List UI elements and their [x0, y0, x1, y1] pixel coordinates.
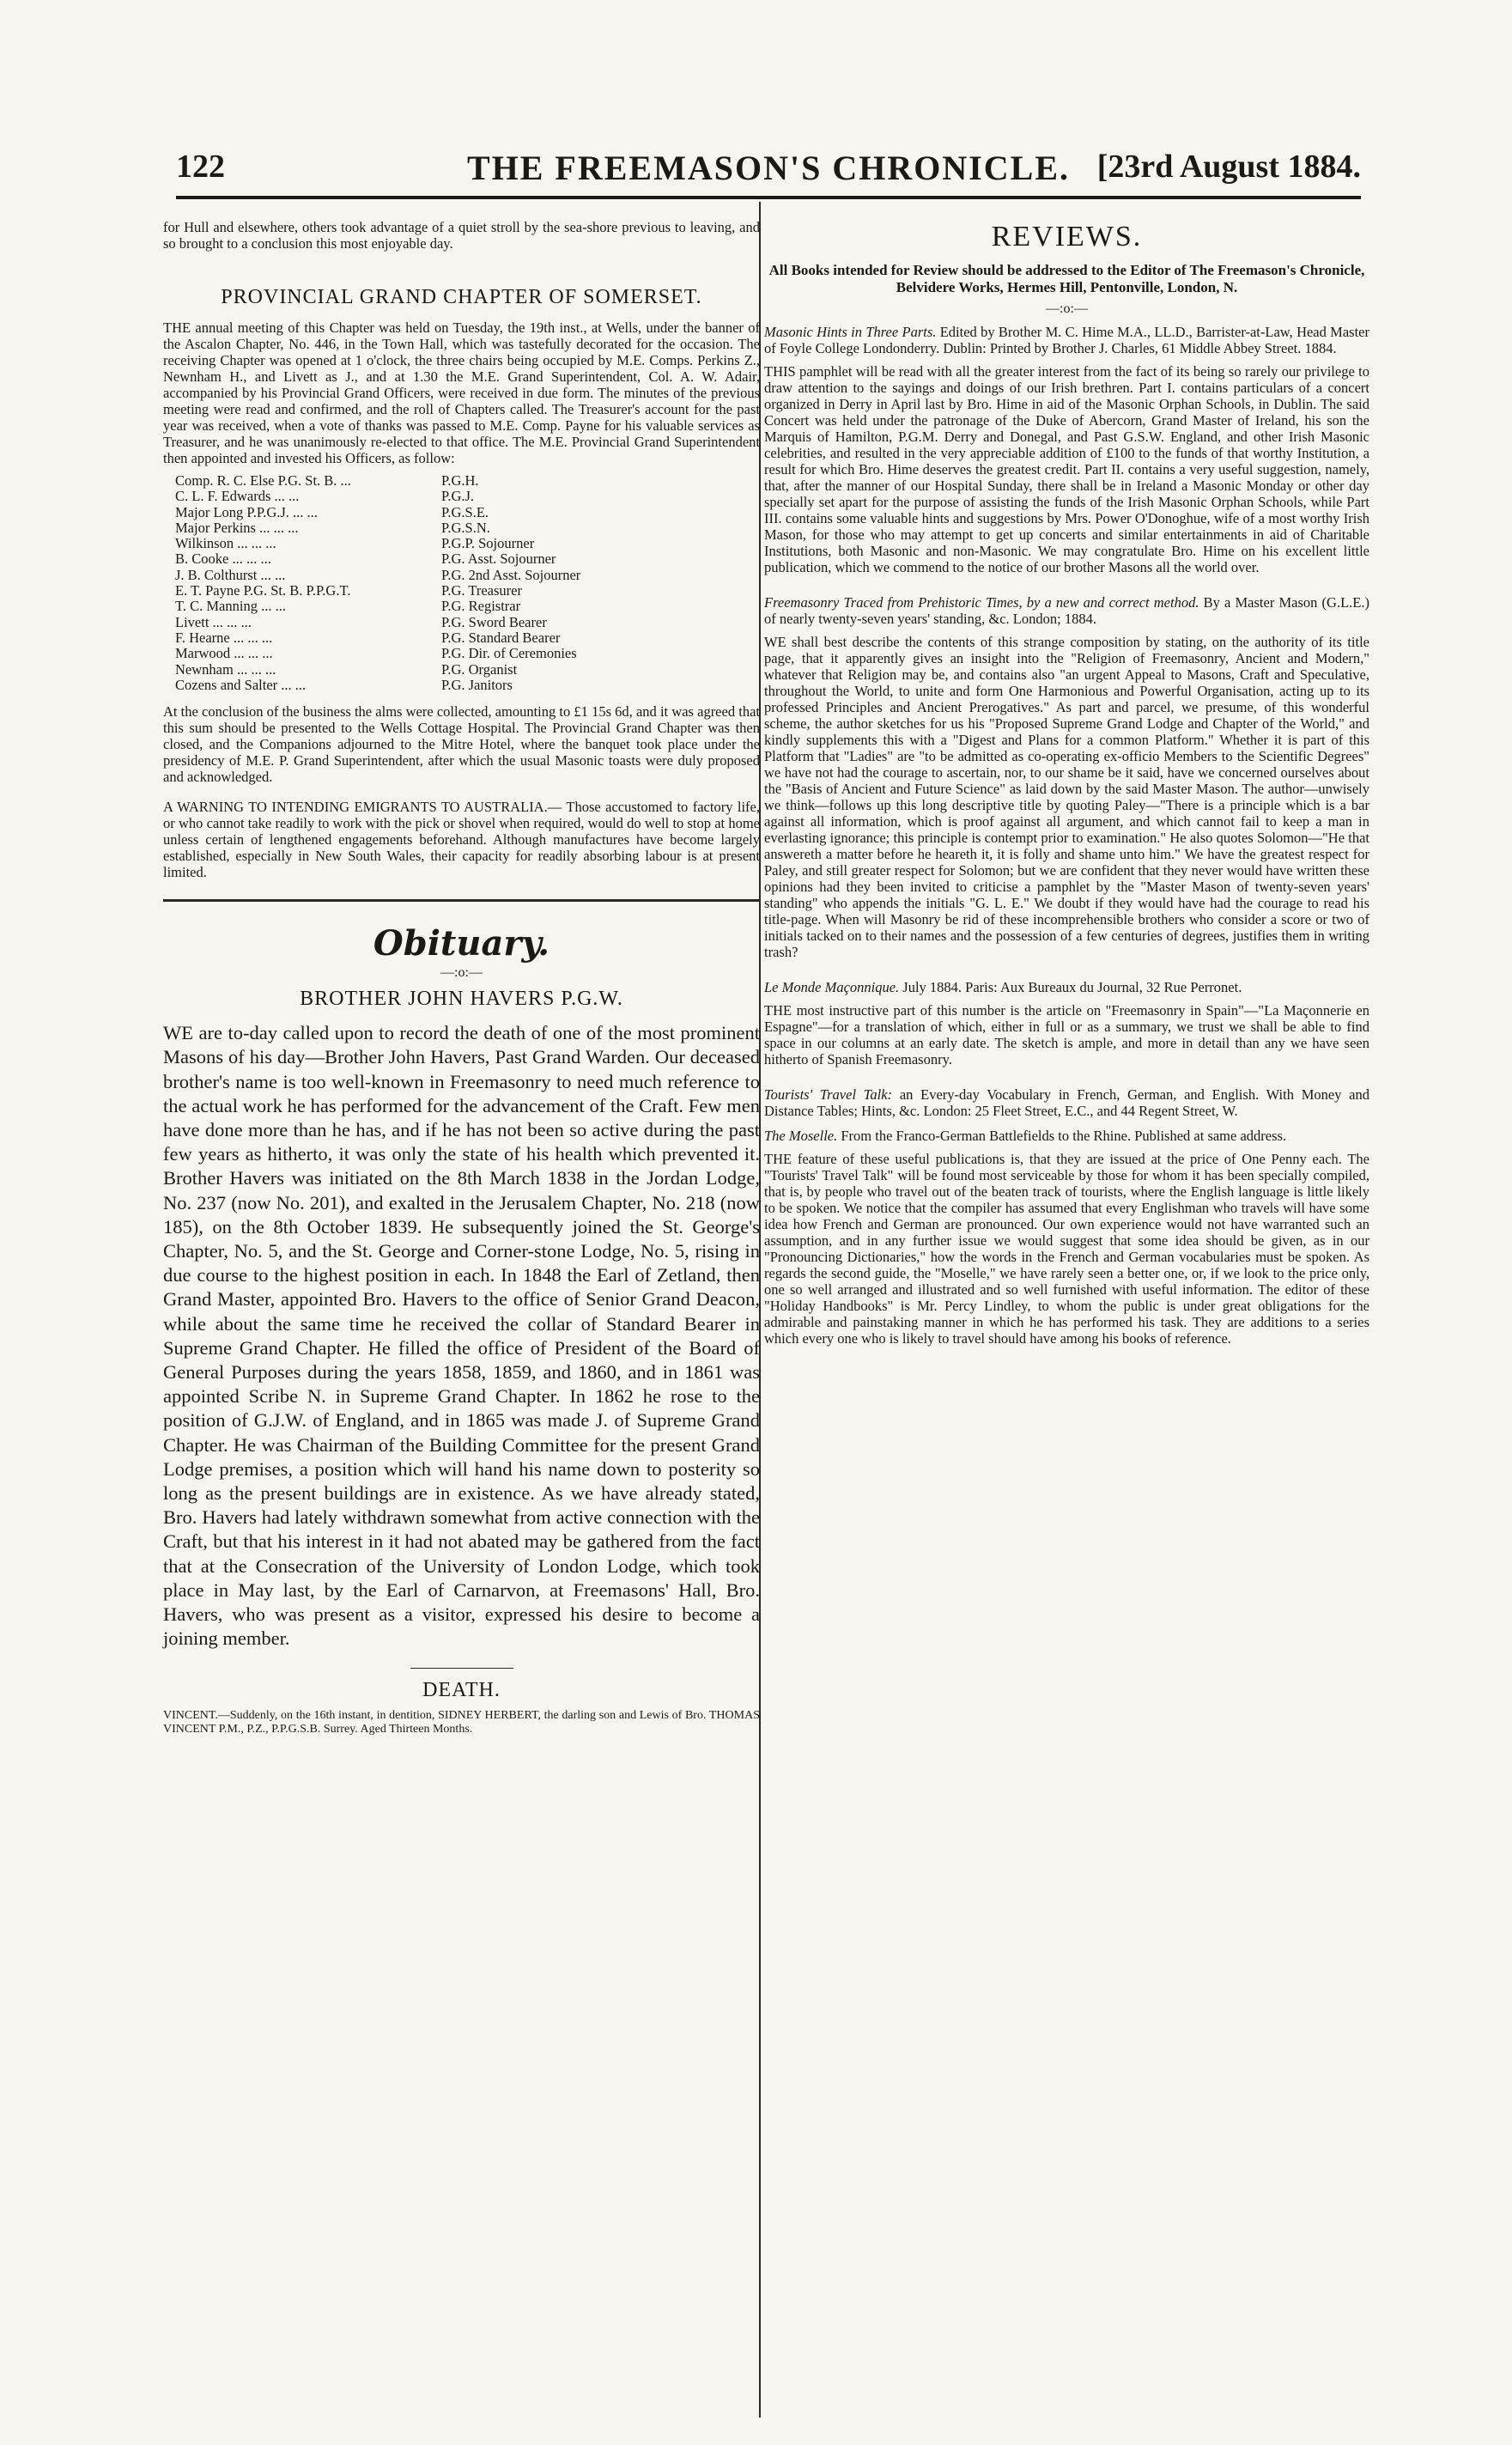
- review-item: [764, 324, 1369, 575]
- officer-row: Cozens and Salter ... ... P.G. Janitors: [175, 676, 513, 693]
- page-number: 122: [176, 149, 225, 185]
- review-details: From the Franco-German Battlefields to the Rhine. Published at same address.: [841, 1128, 1287, 1144]
- officer-row: Major Long P.P.G.J. ... ... P.G.S.E.: [175, 503, 489, 520]
- issue-date: [23rd August 1884.: [1096, 149, 1361, 185]
- review-details: July 1884. Paris: Aux Bureaux du Journal, 32 Rue Perronet.: [902, 979, 1242, 995]
- officer-row: Major Perkins ... ... ... P.G.S.N.: [175, 519, 490, 536]
- page-header: [176, 144, 1361, 199]
- officer-row: F. Hearne ... ... ... P.G. Standard Bearer: [175, 629, 561, 646]
- review-details: Edited by Brother M. C. Hime M.A., LL.D., Barrister-at-Law, Head Master of Foyle College Londonderry. Dublin: Printed by Brother J. Charles, 61 Middle Abbey Street. 1884.: [764, 324, 1369, 356]
- masthead-title: THE FREEMASON'S CHRONICLE.: [466, 149, 1071, 187]
- obituary-heading: Obituary.: [373, 923, 550, 964]
- officer-row: J. B. Colthurst ... ... P.G. 2nd Asst. Sojourner: [175, 566, 581, 583]
- officer-row: Newnham ... ... ... P.G. Organist: [175, 660, 518, 678]
- review-details: an Every-day Vocabulary in French, German, and English. With Money and Distance Tables; Hints, &c. London: 25 Fleet Street, E.C., and 44 Regent Street, W.: [764, 1086, 1369, 1119]
- officer-row: T. C. Manning ... ... P.G. Registrar: [175, 598, 521, 615]
- obituary-text: WE are to-day called upon to record the death of one of the most prominent Masons of his day—Brother John Havers, Past Grand Warden. Our deceased brother's name is too well-known in Freemasonry to need much reference to the actual work he has performed for the advancement of the Craft. Few men have done more than he has, and if he has not been so active during the past few years as hitherto, it was only the state of his health which prevented it. Brother Havers was initiated on the 8th March 1838 in the Jordan Lodge, No. 237 (now No. 201), and exalted in the Jerusalem Chapter, No. 218 (now 185), on the 8th October 1839. He subsequently joined the St. George's Chapter, No. 5, and the St. George and Corner-stone Lodge, No. 5, rising in due course to the highest position in each. In 1848 the Earl of Zetland, then Grand Master, appointed Bro. Havers to the office of Senior Grand Deacon, while about the same time he received the collar of Standard Bearer in Supreme Grand Chapter. He filled the office of President of the Board of General Purposes during the years 1858, 1859, and 1860, and in 1861 was appointed Scribe N. in Supreme Grand Chapter. In 1862 he rose to the position of G.J.W. of England, and in 1865 was made J. of Supreme Grand Chapter. He was Chairman of the Building Committee for the present Grand Lodge premises, a position which will hand his name down to posterity so long as the present buildings are in existence. As we have already stated, Bro. Havers had lately withdrawn somewhat from active connection with the Craft, but that his interest in it had not abated may be gathered from the fact that at the Consecration of the University of London Lodge, which took place in May last, by the Earl of Carnarvon, at Freemasons' Hall, Bro. Havers, who was present as a visitor, expressed his desire to become a joining member.: [163, 1022, 760, 1650]
- right-column: [764, 219, 1369, 1347]
- warning-text: — Those accustomed to factory life, or who cannot take readily to work with the pick or shovel when required, would do well to stop at home unless certain of lengthened engagements beforehand. Although manufactures have become largely established, especially in New South Wales, their capacity for readily absorbing labour is at present limited.: [163, 799, 760, 881]
- death-notice: VINCENT.—Suddenly, on the 16th instant, in dentition, SIDNEY HERBERT, the darling son and Lewis of Bro. THOMAS VINCENT P.M., P.Z., P.P.G.S.B. Surrey. Aged Thirteen Months.: [163, 1709, 760, 1736]
- warning-lead: A WARNING TO INTENDING EMIGRANTS TO AUSTRALIA.: [163, 799, 548, 816]
- death-heading: DEATH.: [422, 1679, 501, 1702]
- officer-row: Livett ... ... ... P.G. Sword Bearer: [175, 613, 547, 630]
- somerset-heading: PROVINCIAL GRAND CHAPTER OF SOMERSET.: [221, 286, 702, 308]
- officers-list: [175, 473, 760, 693]
- obituary-separator: —:o:—: [440, 965, 483, 981]
- officer-row: Marwood ... ... ... P.G. Dir. of Ceremonies: [175, 645, 577, 662]
- reviews-heading: REVIEWS.: [991, 221, 1143, 252]
- review-item: [764, 1128, 1369, 1347]
- officer-row: E. T. Payne P.G. St. B. P.P.G.T. P.G. Treasurer: [175, 582, 522, 599]
- left-column: [163, 219, 760, 1736]
- section-rule: [163, 899, 760, 902]
- warning-paragraph: [163, 799, 760, 880]
- officer-row: Wilkinson ... ... ... P.G.P. Sojourner: [175, 535, 535, 552]
- somerset-paragraph-2: At the conclusion of the business the alms were collected, amounting to £1 15s 6d, and it was agreed that this sum should be presented to the Wells Cottage Hospital. The Provincial Grand Chapter was then closed, and the Companions adjourned to the Mitre Hotel, where the banquet took place under the presidency of M.E. P. Grand Superintendent, after which the usual Masonic toasts were duly proposed and acknowledged.: [163, 703, 760, 786]
- review-body: THE feature of these useful publications is, that they are issued at the price of One Penny each. The "Tourists' Travel Talk" will be found most serviceable by those for whom it has been specially compiled, that is, by people who travel out of the beaten track of tourists, where the English language is little likely to be spoken. We notice that the compiler has assumed that every Englishman who travels will have some idea how French and German are pronounced. Our own experience would not have warranted such an assumption, and in any further issue we would suggest that some idea should be given, as in our "Pronouncing Dictionaries," how the words in the French and German vocabularies must be spoken. As regards the second guide, the "Moselle," we have rarely seen a better one, or, if we look to the price only, one so well arranged and illustrated and so well furnished with useful information. The editor of these "Holiday Handbooks" is Mr. Percy Lindley, to whom the public is under great obligations for the admirable and painstaking manner in which he has performed his task. They are additions to a series which every one who is likely to travel should have among his books of reference.: [764, 1151, 1369, 1347]
- review-item: [764, 594, 1369, 960]
- review-title: Masonic Hints in Three Parts.: [764, 324, 937, 340]
- reviews-separator: —:o:—: [1046, 301, 1088, 316]
- obituary-subheading: BROTHER JOHN HAVERS P.G.W.: [300, 988, 623, 1011]
- review-item: [764, 979, 1369, 1067]
- intro-paragraph: for Hull and elsewhere, others took advantage of a quiet stroll by the sea-shore previous to leaving, and so brought to a conclusion this most enjoyable day.: [163, 219, 760, 252]
- officer-row: Comp. R. C. Else P.G. St. B. ... P.G.H.: [175, 472, 479, 489]
- somerset-paragraph-1: THE annual meeting of this Chapter was held on Tuesday, the 19th inst., at Wells, under the banner of the Ascalon Chapter, No. 446, in the Town Hall, which was tastefully decorated for the occasion. The receiving Chapter was opened at 1 o'clock, the three chairs being occupied by M.E. Comps. Perkins Z., Newnham H., and Livett as J., and at 1.30 the M.E. Grand Superintendent, Col. A. W. Adair, accompanied by his Provincial Grand Officers, were received in due form. The minutes of the previous meeting were read and confirmed, and the roll of Chapters called. The Treasurer's account for the past year was received, when a vote of thanks was passed to M.E. Comp. Payne for his valuable services as Treasurer, and he was unanimously re-elected to that office. The M.E. Provincial Grand Superintendent then appointed and invested his Officers, as follow:: [163, 319, 760, 466]
- death-rule: [410, 1668, 513, 1669]
- review-body: THE most instructive part of this number is the article on "Freemasonry in Spain"—"La Maçonnerie en Espagne"—for a translation of which, either in full or as a summary, we trust we shall be able to find space in our columns at an early date. The sketch is ample, and more in detail than any we have seen hitherto of Spanish Freemasonry.: [764, 1002, 1369, 1067]
- review-title: Freemasonry Traced from Prehistoric Times, by a new and correct method.: [764, 594, 1199, 611]
- review-body: WE shall best describe the contents of this strange composition by stating, on the authority of its title page, that it apparently gives an insight into the "Religion of Freemasonry, Ancient and Modern," whatever that Religion may be, and contains also "an urgent Appeal to Masons, Craft and Speculative, throughout the World, to unite and form One Harmonious and Powerful Organisation, acting up to its professed Principles and Ancient Prerogatives." As part and parcel, we presume, of this wonderful scheme, the author sketches for us his "Proposed Supreme Grand Lodge and Chapter of the World," and kindly supplements this with a "Digest and Plans for a common Platform." Whether it is part of this Platform that "Ladies" are "to be admitted as co-operating ex-officio Members to the Scientific Degrees" we have not had the courage to ascertain, nor, to our shame be it said, have we concerned ourselves about the "Basis of Ancient and Future Science" as laid down by the said Master Mason. The author—unwisely we think—follows up this long descriptive title by quoting Paley—"There is a principle which is a bar against all information, which is proof against all argument, and which cannot fail to keep a man in everlasting ignorance; this principle is contempt prior to examination." He also quotes Solomon—"He that answereth a matter before he heareth it, it is folly and shame unto him." We have the greatest respect for Paley, and still greater respect for Solomon; but we are confident that they never would have written these opinions had they been invited to criticise a pamphlet by the "Master Mason of twenty-seven years' standing" who appends the initials "G. L. E." We doubt if they would have had the courage to read his title-page. When will Masonry be rid of these incomprehensible brothers who consider a score or two of initials tacked on to their names and the possession of a few centuries of degrees, justifies them in writing trash?: [764, 634, 1369, 960]
- reviews-notice: All Books intended for Review should be addressed to the Editor of The Freemason's Chronicle, Belvidere Works, Hermes Hill, Pentonville, London, N.: [768, 262, 1365, 295]
- officer-row: C. L. F. Edwards ... ... P.G.J.: [175, 488, 475, 505]
- review-title: The Moselle.: [764, 1128, 838, 1144]
- review-title: Tourists' Travel Talk:: [764, 1086, 893, 1103]
- officer-row: B. Cooke ... ... ... P.G. Asst. Sojourner: [175, 550, 556, 568]
- review-item: [764, 1086, 1369, 1119]
- review-body: THIS pamphlet will be read with all the greater interest from the fact of its being so rarely our privilege to draw attention to the sayings and doings of our Irish brethren. Part I. contains particulars of a concert organized in Derry in April last by Bro. Hime in aid of the Masonic Orphan Schools, in Dublin. The said Concert was held under the patronage of the Duke of Abercorn, Grand Master of Ireland, his son the Marquis of Hamilton, P.G.M. Derry and Donegal, and Past G.S.W. England, and other Irish Masonic celebrities, and resulted in the very appreciable addition of £100 to the funds of that worthy Institution, a result for which Bro. Hime deserves the greatest credit. Part II. contains a very useful suggestion, namely, that, after the manner of our Hospital Sunday, there shall be in Ireland a Masonic Monday or other day specially set apart for the purpose of assisting the funds of the Irish Masonic Orphan Schools, while Part III. contains some valuable hints and suggestions by Mrs. Power O'Donoghue, wife of a most worthy Irish Mason, for those who may attempt to get up concerts and similar entertainments in aid of Charitable Institutions, both Masonic and non-Masonic. We may congratulate Bro. Hime on his excellent little publication, which we commend to the notice of our brother Masons all the world over.: [764, 363, 1369, 575]
- review-title: Le Monde Maçonnique.: [764, 979, 900, 995]
- review-details: By a Master Mason (G.L.E.) of nearly twenty-seven years' standing, &c. London; 1884.: [764, 594, 1369, 627]
